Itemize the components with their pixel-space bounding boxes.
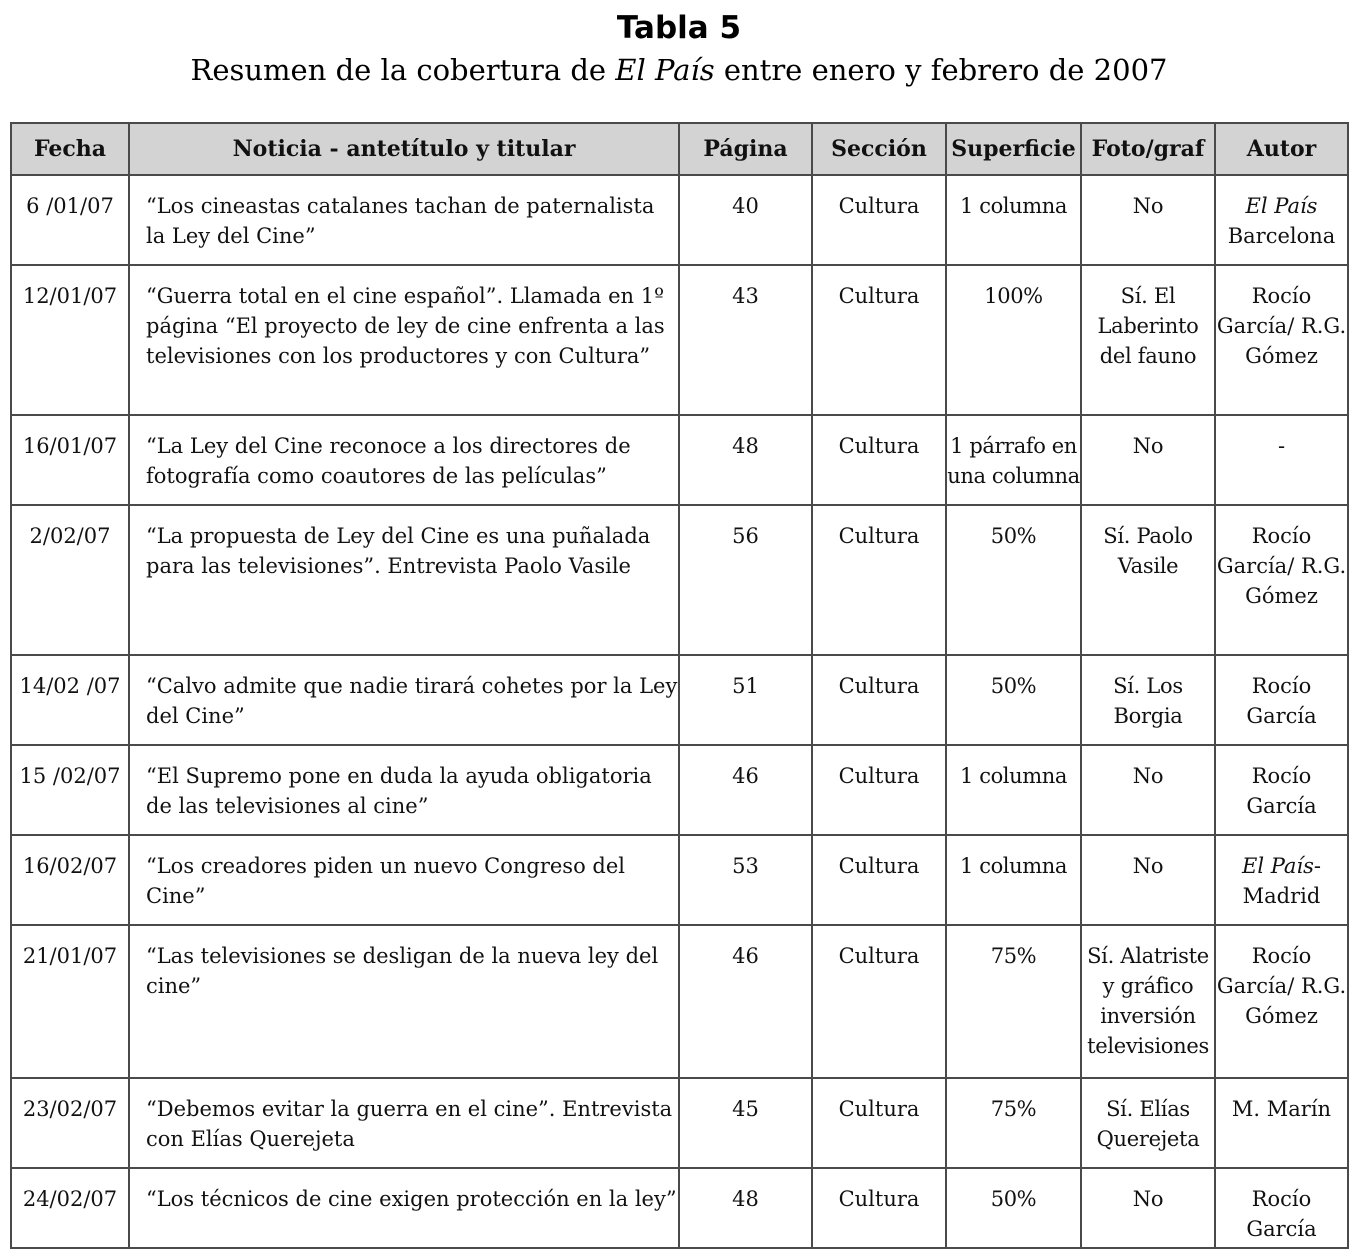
- table-row: [11, 415, 1348, 505]
- cell-fecha: 16/02/07: [11, 835, 129, 925]
- cell-noticia: “Las televisiones se desligan de la nueva ley del cine”: [129, 925, 679, 1078]
- cell-noticia: “La propuesta de Ley del Cine es una puñalada para las televisiones”. Entrevista Paolo Vasile: [129, 505, 679, 655]
- cell-fecha: 24/02/07: [11, 1168, 129, 1248]
- cell-fecha: 12/01/07: [11, 265, 129, 415]
- header-pagina: Página: [679, 123, 812, 175]
- cell-foto: No: [1081, 415, 1215, 505]
- cell-foto: Sí. El Laberinto del fauno: [1081, 265, 1215, 415]
- cell-pagina: 48: [679, 415, 812, 505]
- table-subtitle: [0, 50, 1358, 90]
- cell-foto: Sí. Paolo Vasile: [1081, 505, 1215, 655]
- cell-noticia: “Calvo admite que nadie tirará cohetes por la Ley del Cine”: [129, 655, 679, 745]
- cell-fecha: 2/02/07: [11, 505, 129, 655]
- cell-autor: M. Marín: [1215, 1078, 1348, 1168]
- cell-seccion: Cultura: [812, 925, 946, 1078]
- cell-autor: Rocío García/ R.G. Gómez: [1215, 265, 1348, 415]
- cell-autor: Rocío García/ R.G. Gómez: [1215, 925, 1348, 1078]
- header-superficie: Superficie: [946, 123, 1081, 175]
- cell-superficie: 50%: [946, 1168, 1081, 1248]
- cell-autor: Rocío García: [1215, 1168, 1348, 1248]
- header-autor: Autor: [1215, 123, 1348, 175]
- header-fecha: Fecha: [11, 123, 129, 175]
- cell-superficie: 75%: [946, 925, 1081, 1078]
- table-row: [11, 175, 1348, 265]
- cell-pagina: 46: [679, 745, 812, 835]
- cell-noticia: “El Supremo pone en duda la ayuda obligatoria de las televisiones al cine”: [129, 745, 679, 835]
- cell-autor: Rocío García/ R.G. Gómez: [1215, 505, 1348, 655]
- autor-text: Barcelona: [1227, 224, 1336, 248]
- cell-seccion: Cultura: [812, 1078, 946, 1168]
- cell-fecha: 15 /02/07: [11, 745, 129, 835]
- cell-pagina: 48: [679, 1168, 812, 1248]
- cell-autor: [1215, 175, 1348, 265]
- cell-seccion: Cultura: [812, 835, 946, 925]
- cell-noticia: “Los técnicos de cine exigen protección en la ley”: [129, 1168, 679, 1248]
- cell-autor: Rocío García: [1215, 745, 1348, 835]
- table-row: [11, 835, 1348, 925]
- table-title: Tabla 5: [616, 10, 742, 46]
- cell-superficie: 1 párrafo en una columna: [946, 415, 1081, 505]
- subtitle-newspaper-name: El País: [615, 53, 715, 87]
- cell-autor: -: [1215, 415, 1348, 505]
- subtitle-text-after: entre enero y febrero de 2007: [714, 53, 1168, 87]
- cell-seccion: Cultura: [812, 415, 946, 505]
- cell-fecha: 16/01/07: [11, 415, 129, 505]
- cell-autor: Rocío García: [1215, 655, 1348, 745]
- cell-seccion: Cultura: [812, 745, 946, 835]
- cell-seccion: Cultura: [812, 175, 946, 265]
- header-seccion: Sección: [812, 123, 946, 175]
- cell-seccion: Cultura: [812, 505, 946, 655]
- cell-foto: No: [1081, 1168, 1215, 1248]
- table-row: [11, 1078, 1348, 1168]
- cell-superficie: 1 columna: [946, 745, 1081, 835]
- table-row: [11, 265, 1348, 415]
- cell-foto: No: [1081, 835, 1215, 925]
- cell-superficie: 1 columna: [946, 175, 1081, 265]
- table-row: [11, 745, 1348, 835]
- cell-seccion: Cultura: [812, 265, 946, 415]
- cell-fecha: 6 /01/07: [11, 175, 129, 265]
- header-noticia: Noticia - antetítulo y titular: [129, 123, 679, 175]
- cell-fecha: 14/02 /07: [11, 655, 129, 745]
- subtitle-text-before: Resumen de la cobertura de: [190, 53, 616, 87]
- cell-foto: No: [1081, 745, 1215, 835]
- header-row: [11, 123, 1348, 175]
- cell-noticia: “Debemos evitar la guerra en el cine”. Entrevista con Elías Querejeta: [129, 1078, 679, 1168]
- cell-seccion: Cultura: [812, 1168, 946, 1248]
- cell-fecha: 23/02/07: [11, 1078, 129, 1168]
- cell-superficie: 50%: [946, 655, 1081, 745]
- cell-foto: No: [1081, 175, 1215, 265]
- cell-noticia: “Guerra total en el cine español”. Llamada en 1º página “El proyecto de ley de cine enfrenta a las televisiones con los productores y con Cultura”: [129, 265, 679, 415]
- table-row: [11, 505, 1348, 655]
- table-row: [11, 925, 1348, 1078]
- cell-superficie: 75%: [946, 1078, 1081, 1168]
- cell-noticia: “Los creadores piden un nuevo Congreso del Cine”: [129, 835, 679, 925]
- cell-foto: Sí. Elías Querejeta: [1081, 1078, 1215, 1168]
- cell-superficie: 100%: [946, 265, 1081, 415]
- cell-pagina: 56: [679, 505, 812, 655]
- cell-seccion: Cultura: [812, 655, 946, 745]
- cell-pagina: 46: [679, 925, 812, 1078]
- cell-foto: Sí. Los Borgia: [1081, 655, 1215, 745]
- cell-pagina: 40: [679, 175, 812, 265]
- cell-pagina: 51: [679, 655, 812, 745]
- cell-pagina: 53: [679, 835, 812, 925]
- cell-autor: [1215, 835, 1348, 925]
- autor-text: -Madrid: [1242, 854, 1322, 908]
- table-row: [11, 655, 1348, 745]
- autor-italic: El País: [1241, 854, 1314, 878]
- cell-noticia: “La Ley del Cine reconoce a los directores de fotografía como coautores de las películas”: [129, 415, 679, 505]
- table-row: [11, 1168, 1348, 1248]
- cell-pagina: 45: [679, 1078, 812, 1168]
- autor-italic: El País: [1245, 194, 1318, 218]
- header-foto: Foto/graf: [1081, 123, 1215, 175]
- cell-pagina: 43: [679, 265, 812, 415]
- cell-superficie: 1 columna: [946, 835, 1081, 925]
- cell-noticia: “Los cineastas catalanes tachan de paternalista la Ley del Cine”: [129, 175, 679, 265]
- cell-foto: Sí. Alatriste y gráfico inversión televisiones: [1081, 925, 1215, 1078]
- coverage-table: [10, 122, 1349, 1249]
- cell-fecha: 21/01/07: [11, 925, 129, 1078]
- cell-superficie: 50%: [946, 505, 1081, 655]
